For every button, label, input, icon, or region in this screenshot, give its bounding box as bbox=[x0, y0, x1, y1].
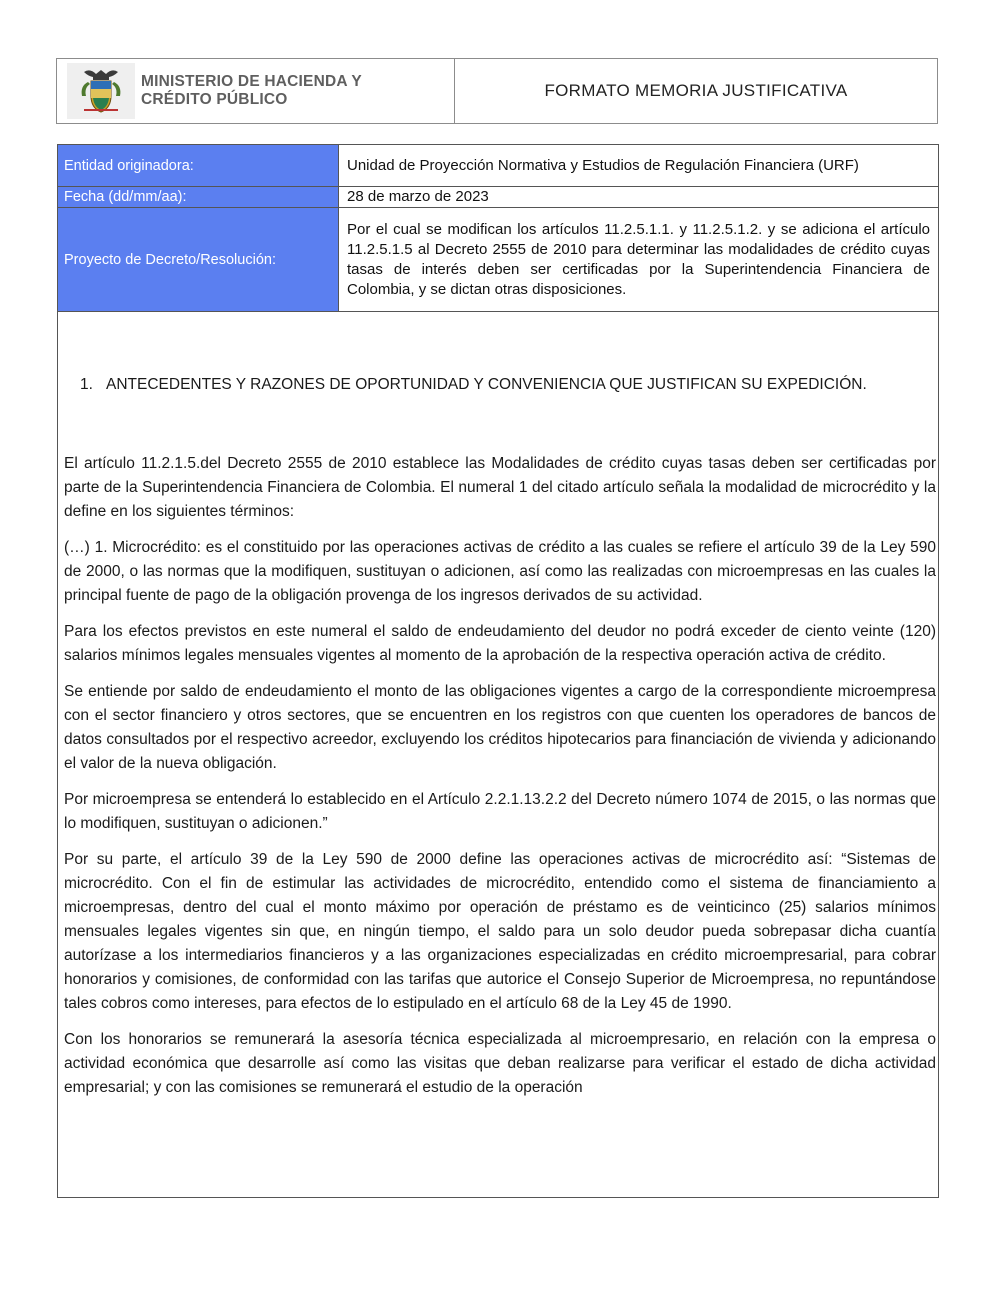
ministry-line-2: CRÉDITO PÚBLICO bbox=[141, 91, 288, 108]
section-title: ANTECEDENTES Y RAZONES DE OPORTUNIDAD Y CONVENIENCIA QUE JUSTIFICAN SU EXPEDICIÓN. bbox=[106, 376, 867, 393]
memo-content bbox=[64, 452, 936, 1112]
paragraph: Se entiende por saldo de endeudamiento el monto de las obligaciones vigentes a cargo de la correspondiente microempresa con el sector financiero y otros sectores, que se encuentren en los registros con que cuenten los operadores de bancos de datos consultados por el respectivo acreedor, excluyendo los créditos hipotecarios para financiación de vivienda y adicionando el valor de la nueva obligación. bbox=[64, 683, 936, 772]
section-number: 1. bbox=[80, 376, 93, 393]
date-label: Fecha (dd/mm/aa): bbox=[58, 187, 339, 208]
document-info-table bbox=[57, 144, 939, 312]
date-row bbox=[58, 187, 939, 208]
date-value: 28 de marzo de 2023 bbox=[339, 187, 939, 208]
colombia-coat-of-arms-icon bbox=[67, 63, 135, 119]
project-label: Proyecto de Decreto/Resolución: bbox=[58, 208, 339, 312]
paragraph: Para los efectos previstos en este numeral el saldo de endeudamiento del deudor no podrá exceder de ciento veinte (120) salarios mínimos legales mensuales vigentes al momento de la aprobación de la respectiva operación activa de crédito. bbox=[64, 623, 936, 664]
section-heading bbox=[80, 374, 900, 396]
project-row bbox=[58, 208, 939, 312]
document-header bbox=[56, 58, 938, 124]
entity-label: Entidad originadora: bbox=[58, 145, 339, 187]
form-title: FORMATO MEMORIA JUSTIFICATIVA bbox=[544, 81, 848, 100]
ministry-line-1: MINISTERIO DE HACIENDA Y bbox=[141, 73, 362, 90]
paragraph: Por su parte, el artículo 39 de la Ley 590 de 2000 define las operaciones activas de microcrédito así: “Sistemas de microcrédito. Con el fin de estimular las actividades de microcrédito, entendido como el sistema de financiamiento a microempresas, dentro del cual el monto máximo por operación de préstamo es de veinticinco (25) salarios mínimos mensuales legales vigentes sin que, en ningún tiempo, el saldo para un solo deudor pueda sobrepasar dicha cuantía autorízase a los intermediarios financieros y a las organizaciones especializadas en crédito microempresarial, para cobrar honorarios y comisiones, de conformidad con las tarifas que autorice el Consejo Superior de Microempresa, no repuntándose tales cobros como intereses, para efectos de lo estipulado en el artículo 68 de la Ley 45 de 1990. bbox=[64, 851, 936, 1012]
ministry-name bbox=[141, 73, 362, 109]
paragraph: El artículo 11.2.1.5.del Decreto 2555 de 2010 establece las Modalidades de crédito cuyas tasas deben ser certificadas por parte de la Superintendencia Financiera de Colombia. El numeral 1 del citado artículo señala la modalidad de microcrédito y la define en los siguientes términos: bbox=[64, 455, 936, 520]
paragraph: Por microempresa se entenderá lo establecido en el Artículo 2.2.1.13.2.2 del Decreto número 1074 de 2015, o las normas que lo modifiquen, sustituyan o adicionen.” bbox=[64, 791, 936, 832]
ministry-block bbox=[57, 59, 455, 123]
entity-row bbox=[58, 145, 939, 187]
memo-body bbox=[57, 312, 939, 1198]
project-value: Por el cual se modifican los artículos 11.2.5.1.1. y 11.2.5.1.2. y se adiciona el artículo 11.2.5.1.5 al Decreto 2555 de 2010 para determinar las modalidades de crédito cuyas tasas de interés deben ser certificadas por la Superintendencia Financiera de Colombia, y se dictan otras disposiciones. bbox=[339, 208, 939, 312]
paragraph: (…) 1. Microcrédito: es el constituido por las operaciones activas de crédito a las cuales se refiere el artículo 39 de la Ley 590 de 2000, o las normas que la modifiquen, sustituyan o adicionen, así como las realizadas con microempresas en las cuales la principal fuente de pago de la obligación provenga de los ingresos derivados de su actividad. bbox=[64, 539, 936, 604]
paragraph: Con los honorarios se remunerará la asesoría técnica especializada al microempresario, en relación con la empresa o actividad económica que desarrolle así como las visitas que deban realizarse para verificar el estado de dicha actividad empresarial; y con las comisiones se remunerará el estudio de la operación bbox=[64, 1031, 936, 1096]
entity-value: Unidad de Proyección Normativa y Estudios de Regulación Financiera (URF) bbox=[339, 145, 939, 187]
